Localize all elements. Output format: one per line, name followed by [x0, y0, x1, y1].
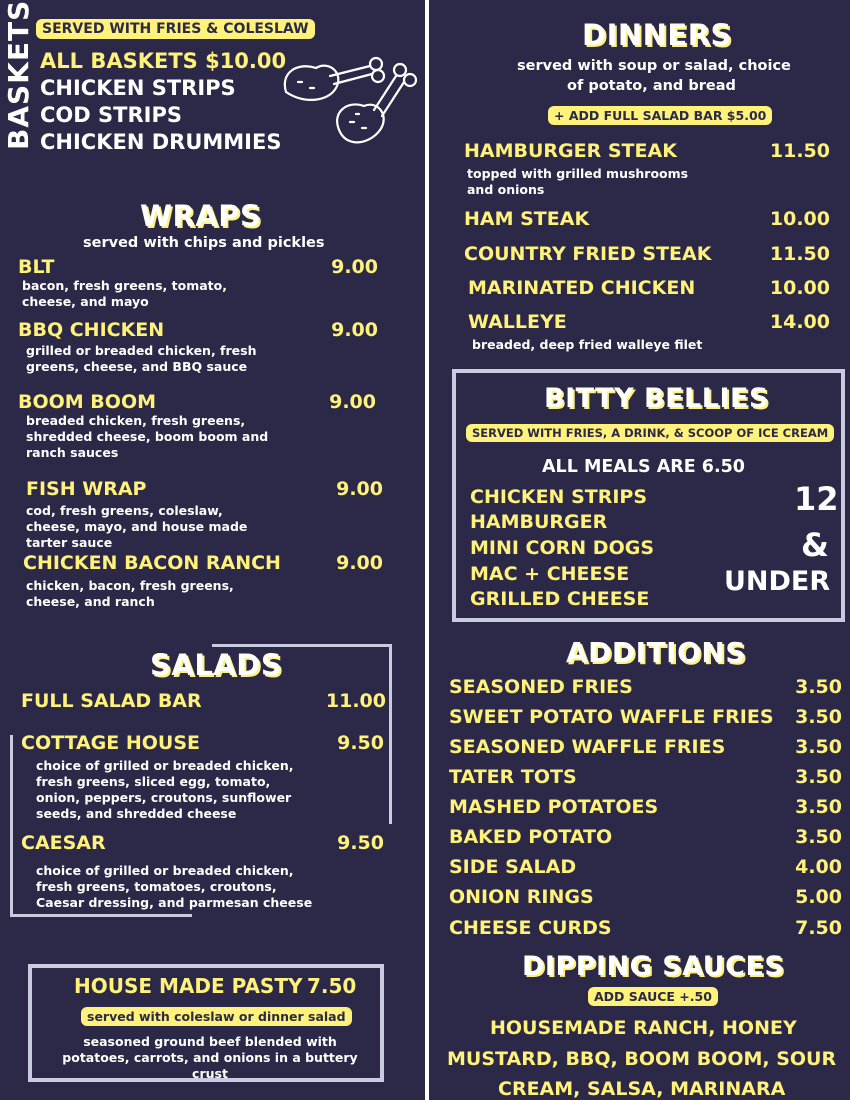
addition-price: 4.00	[795, 856, 842, 878]
bitty-age-label: 12	[794, 480, 839, 518]
addition-price: 3.50	[795, 706, 842, 728]
salad-price: 9.50	[337, 732, 384, 754]
salad-name: FULL SALAD BAR	[21, 690, 202, 712]
sauces-line: MUSTARD, BBQ, BOOM BOOM, SOUR	[447, 1048, 837, 1070]
wrap-price: 9.00	[331, 319, 378, 341]
dinners-subtitle: of potato, and bread	[567, 78, 736, 94]
dinner-name: HAMBURGER STEAK	[464, 140, 677, 162]
wrap-name: BBQ CHICKEN	[18, 319, 165, 341]
sauces-title: DIPPING SAUCES	[522, 951, 785, 982]
basket-item: COD STRIPS	[40, 103, 182, 127]
salads-frame	[10, 735, 13, 917]
salad-desc: choice of grilled or breaded chicken, fresh greens, tomatoes, croutons, Caesar dressing, and parmesan cheese	[36, 863, 313, 910]
salad-price: 11.00	[325, 690, 386, 712]
wrap-name: BOOM BOOM	[18, 391, 157, 413]
dinner-price: 11.50	[769, 243, 830, 265]
baskets-badge: SERVED WITH FRIES & COLESLAW	[36, 19, 315, 39]
addition-price: 3.50	[795, 796, 842, 818]
wraps-title: WRAPS	[140, 199, 262, 233]
basket-item: CHICKEN STRIPS	[40, 76, 236, 100]
wrap-price: 9.00	[336, 552, 383, 574]
sauces-badge: ADD SAUCE +.50	[588, 987, 718, 1006]
pasty-badge: served with coleslaw or dinner salad	[81, 1007, 352, 1026]
dinners-subtitle: served with soup or salad, choice	[517, 58, 791, 74]
wrap-name: FISH WRAP	[26, 478, 147, 500]
salads-title: SALADS	[150, 648, 283, 682]
basket-item: CHICKEN DRUMMIES	[40, 130, 282, 154]
pasty-desc: seasoned ground beef blended with potatoes, carrots, and onions in a buttery crust	[62, 1034, 358, 1081]
chicken-drumstick-icon	[278, 52, 418, 157]
wrap-name: BLT	[18, 256, 55, 278]
baskets-price-line: ALL BASKETS $10.00	[40, 49, 287, 73]
bitty-item: CHICKEN STRIPS	[470, 486, 648, 508]
addition-name: SIDE SALAD	[449, 856, 577, 878]
salads-frame	[389, 644, 392, 824]
additions-title: ADDITIONS	[566, 636, 746, 669]
addition-price: 3.50	[795, 766, 842, 788]
addition-name: MASHED POTATOES	[449, 796, 659, 818]
bitty-price-line: ALL MEALS ARE 6.50	[542, 457, 745, 477]
pasty-price: 7.50	[307, 974, 357, 998]
wrap-price: 9.00	[331, 256, 378, 278]
salad-name: COTTAGE HOUSE	[21, 732, 201, 754]
wrap-name: CHICKEN BACON RANCH	[23, 552, 281, 574]
wrap-desc: breaded chicken, fresh greens, shredded cheese, boom boom and ranch sauces	[26, 413, 269, 460]
sauces-line: CREAM, SALSA, MARINARA	[498, 1078, 786, 1100]
bitty-age-label: &	[801, 526, 829, 564]
dinner-name: COUNTRY FRIED STEAK	[464, 243, 712, 265]
addition-price: 3.50	[795, 676, 842, 698]
bitty-item: HAMBURGER	[470, 511, 608, 533]
salads-frame	[212, 644, 392, 647]
bitty-item: MAC + CHEESE	[470, 563, 630, 585]
addition-name: SEASONED WAFFLE FRIES	[449, 736, 726, 758]
wrap-desc: grilled or breaded chicken, fresh greens, cheese, and BBQ sauce	[26, 343, 257, 374]
dinner-desc: topped with grilled mushrooms and onions	[467, 166, 689, 197]
column-divider	[425, 0, 429, 1100]
wrap-desc: bacon, fresh greens, tomato, cheese, and mayo	[22, 278, 227, 309]
dinners-badge: + ADD FULL SALAD BAR $5.00	[548, 106, 772, 125]
addition-price: 7.50	[795, 917, 842, 939]
baskets-vertical-label: BASKETS	[2, 0, 35, 150]
addition-name: CHEESE CURDS	[449, 917, 612, 939]
pasty-title: HOUSE MADE PASTY	[74, 974, 303, 998]
addition-name: SWEET POTATO WAFFLE FRIES	[449, 706, 774, 728]
wrap-desc: cod, fresh greens, coleslaw, cheese, mayo, and house made tarter sauce	[26, 503, 248, 550]
wrap-desc: chicken, bacon, fresh greens, cheese, and ranch	[26, 578, 234, 609]
wraps-subtitle: served with chips and pickles	[83, 235, 325, 251]
addition-name: ONION RINGS	[449, 886, 594, 908]
salad-name: CAESAR	[21, 832, 106, 854]
wrap-price: 9.00	[336, 478, 383, 500]
sauces-line: HOUSEMADE RANCH, HONEY	[490, 1017, 797, 1039]
dinner-price: 14.00	[769, 311, 830, 333]
addition-price: 3.50	[795, 736, 842, 758]
bitty-item: GRILLED CHEESE	[470, 588, 650, 610]
bitty-title: BITTY BELLIES	[544, 383, 769, 414]
wrap-price: 9.00	[329, 391, 376, 413]
salad-desc: choice of grilled or breaded chicken, fresh greens, sliced egg, tomato, onion, peppers, croutons, sunflower seeds, and shredded cheese	[36, 758, 294, 821]
bitty-item: MINI CORN DOGS	[470, 537, 655, 559]
bitty-age-label: UNDER	[724, 566, 831, 597]
addition-price: 3.50	[795, 826, 842, 848]
dinner-name: WALLEYE	[468, 311, 567, 333]
addition-name: TATER TOTS	[449, 766, 577, 788]
dinner-name: MARINATED CHICKEN	[468, 277, 696, 299]
dinner-price: 10.00	[769, 277, 830, 299]
dinner-desc: breaded, deep fried walleye filet	[472, 337, 703, 352]
bitty-badge: SERVED WITH FRIES, A DRINK, & SCOOP OF ICE CREAM	[466, 424, 834, 442]
salad-price: 9.50	[337, 832, 384, 854]
addition-name: BAKED POTATO	[449, 826, 613, 848]
dinner-price: 10.00	[769, 208, 830, 230]
addition-name: SEASONED FRIES	[449, 676, 633, 698]
salads-frame	[10, 914, 192, 917]
addition-price: 5.00	[795, 886, 842, 908]
dinner-name: HAM STEAK	[464, 208, 590, 230]
dinner-price: 11.50	[769, 140, 830, 162]
dinners-title: DINNERS	[582, 18, 732, 52]
